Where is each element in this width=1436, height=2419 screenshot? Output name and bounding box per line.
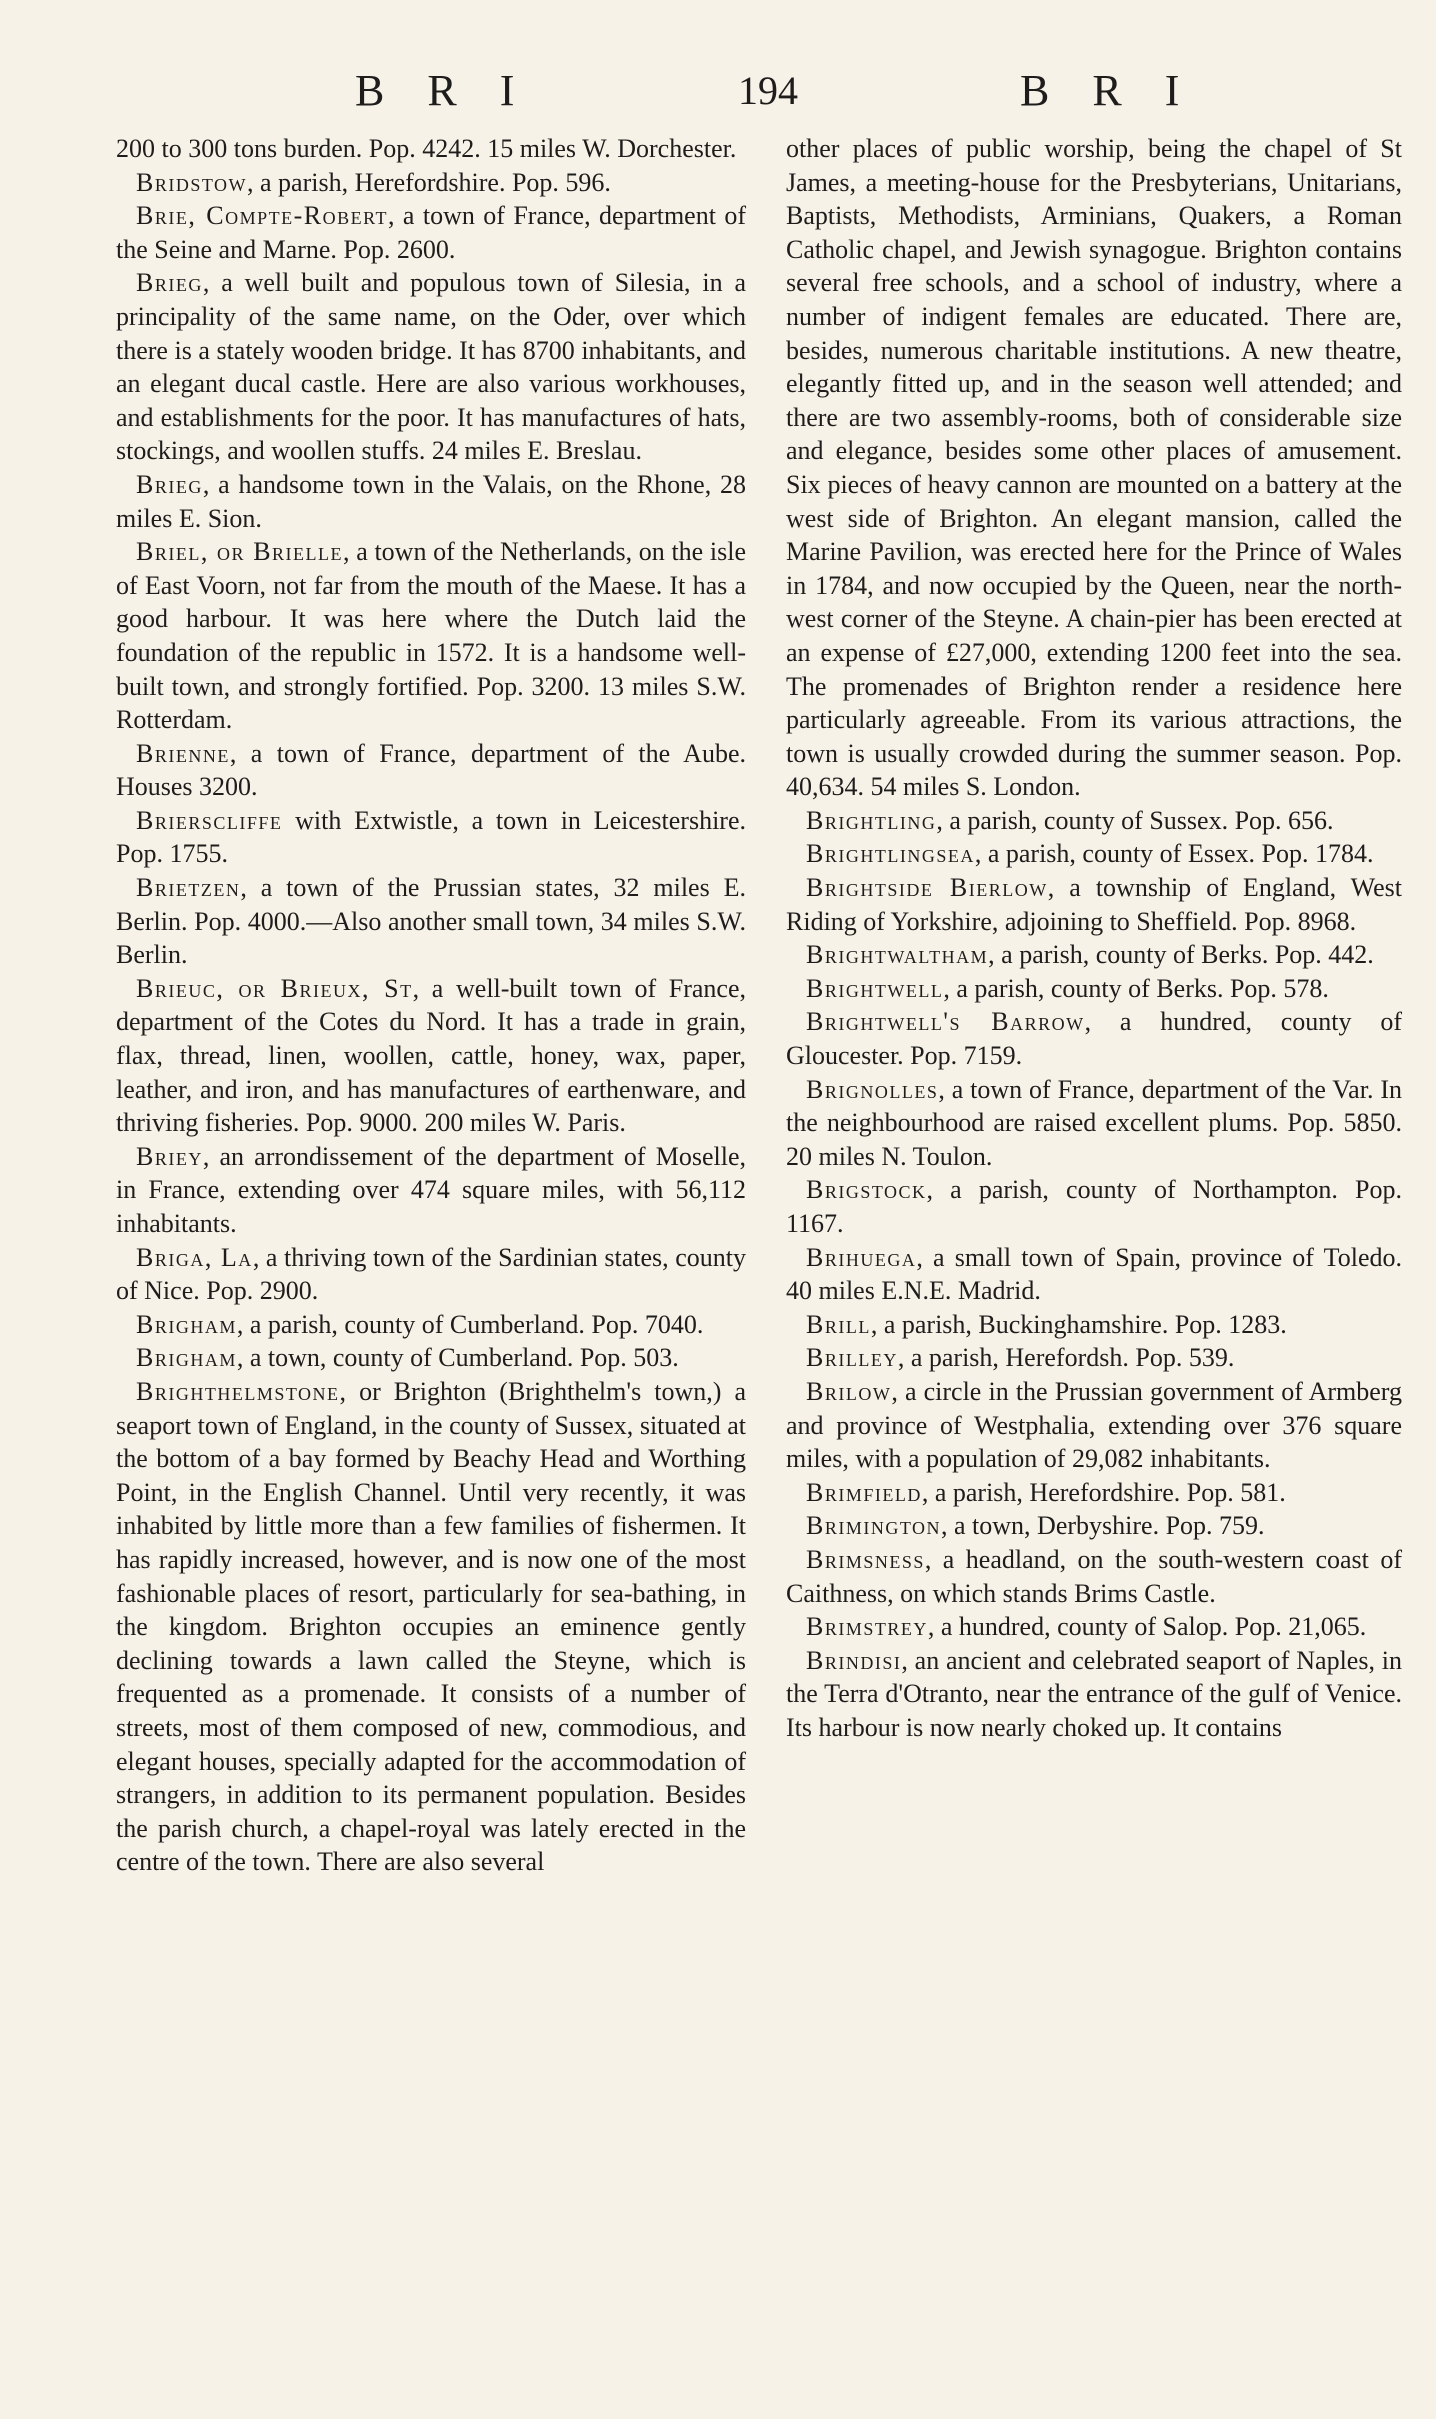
- gazetteer-entry: [116, 1241, 746, 1308]
- entry-text: , a parish, county of Berks. Pop. 578.: [943, 973, 1329, 1003]
- entry-text: , a parish, county of Sussex. Pop. 656.: [936, 805, 1334, 835]
- gazetteer-entry: [116, 1140, 746, 1241]
- entry-text: , an ancient and celebrated seaport of Naples, in the Terra d'Otranto, near the entrance of the gulf of Venice. Its harbour is now nearly choked up. It contains: [786, 1645, 1402, 1742]
- gazetteer-entry: [786, 837, 1402, 871]
- gazetteer-entry: [786, 871, 1402, 938]
- entry-headword: Brimfield: [806, 1477, 922, 1507]
- entry-headword: Brigham: [136, 1309, 237, 1339]
- gazetteer-entry: [786, 1375, 1402, 1476]
- entry-headword: Brightwaltham: [806, 940, 989, 970]
- gazetteer-entry: [786, 1644, 1402, 1745]
- entry-headword: Brill: [806, 1309, 871, 1339]
- entry-headword: Brieg: [136, 268, 203, 298]
- gazetteer-entry: [116, 166, 746, 200]
- entry-headword: Brilley: [806, 1343, 898, 1373]
- gazetteer-entry: [786, 1341, 1402, 1375]
- running-head-right: B R I: [1020, 66, 1196, 115]
- gazetteer-entry: [116, 804, 746, 871]
- gazetteer-entry: [786, 1005, 1402, 1072]
- entry-text: other places of public worship, being the chapel of St James, a meeting-house for the Presbyterians, Unitarians, Baptists, Methodists, Arminians, Quakers, a Roman Catholic chapel, and Jewish synagogue. Brighton contains several free schools, and a school of industry, where a number of indigent females are educated. There are, besides, numerous charitable institutions. A new theatre, elegantly fitted up, and in the season well attended; and there are two assembly-rooms, both of considerable size and elegance, besides some other places of amusement. Six pieces of heavy cannon are mounted on a battery at the west side of Brighton. An elegant mansion, called the Marine Pavilion, was erected here for the Prince of Wales in 1784, and now occupied by the Queen, near the north-west corner of the Steyne. A chain-pier has been erected at an expense of £27,000, extending 1200 feet into the sea. The promenades of Brighton render a residence here particularly agreeable. From its various attractions, the town is usually crowded during the summer season. Pop. 40,634. 54 miles S. London.: [786, 134, 1402, 802]
- entry-text: , a town, county of Cumberland. Pop. 503.: [236, 1343, 679, 1373]
- entry-headword: Brigham: [136, 1343, 237, 1373]
- gazetteer-entry: [116, 871, 746, 972]
- entry-headword: Brindisi: [806, 1645, 902, 1675]
- running-head-left: B R I: [355, 66, 531, 115]
- entry-text: , or Brighton (Brighthelm's town,) a seaport town of England, in the county of Sussex, situated at the bottom of a bay formed by Beachy Head and Worthing Point, in the English Channel. Until very recently, it was inhabited by little more than a few families of fishermen. It has rapidly increased, however, and is now one of the most fashionable places of resort, particularly for sea-bathing, in the kingdom. Brighton occupies an eminence gently declining towards a lawn called the Steyne, which is frequented as a promenade. It consists of a number of streets, most of them composed of new, commodious, and elegant houses, specially adapted for the accommodation of strangers, in addition to its permanent population. Besides the parish church, a chapel-royal was lately erected in the centre of the town. There are also several: [116, 1376, 746, 1877]
- entry-text: , a parish, Herefordshire. Pop. 596.: [247, 167, 611, 197]
- entry-headword: Briel, or Brielle: [136, 537, 344, 567]
- gazetteer-entry: [786, 1073, 1402, 1174]
- page-number: 194: [738, 68, 798, 113]
- entry-text: , a town of France, department of the Var. In the neighbourhood are raised excellent plums. Pop. 5850. 20 miles N. Toulon.: [786, 1074, 1402, 1171]
- entry-text: , a parish, Herefordshire. Pop. 581.: [921, 1477, 1286, 1507]
- gazetteer-entry: [786, 804, 1402, 838]
- entry-text: , a parish, county of Cumberland. Pop. 7040.: [236, 1309, 704, 1339]
- entry-text: , a parish, Buckinghamshire. Pop. 1283.: [870, 1309, 1287, 1339]
- entry-text: , a township of England, West Riding of Yorkshire, adjoining to Sheffield. Pop. 8968.: [786, 873, 1402, 936]
- gazetteer-entry: [116, 972, 746, 1140]
- gazetteer-entry: [786, 972, 1402, 1006]
- gazetteer-entry: [116, 535, 746, 737]
- entry-headword: Brihuega: [806, 1242, 917, 1272]
- entry-headword: Bridstow: [136, 167, 248, 197]
- entry-text: , a thriving town of the Sardinian states, county of Nice. Pop. 2900.: [116, 1242, 746, 1306]
- gazetteer-entry: [116, 737, 746, 804]
- gazetteer-entry: [786, 1476, 1402, 1510]
- gazetteer-entry: [786, 1509, 1402, 1543]
- running-head: [0, 66, 1436, 116]
- entry-text: with Extwistle, a town in Leicestershire. Pop. 1755.: [116, 805, 746, 869]
- entry-text: , a parish, county of Berks. Pop. 442.: [988, 940, 1374, 970]
- entry-text: , an arrondissement of the department of Moselle, in France, extending over 474 square miles, with 56,112 inhabitants.: [116, 1141, 746, 1238]
- gazetteer-entry: [786, 938, 1402, 972]
- entry-headword: Brie, Compte-Robert: [136, 201, 389, 231]
- entry-text: , a town of France, department of the Aube. Houses 3200.: [116, 738, 746, 802]
- entry-headword: Brilow: [806, 1376, 892, 1406]
- entry-headword: Brierscliffe: [136, 805, 283, 835]
- entry-text: , a town, Derbyshire. Pop. 759.: [941, 1511, 1265, 1541]
- gazetteer-entry: [786, 1173, 1402, 1240]
- entry-headword: Briga, La: [136, 1242, 253, 1272]
- gazetteer-entry: [786, 1610, 1402, 1644]
- entry-text: , a well-built town of France, department of the Cotes du Nord. It has a trade in grain, flax, thread, linen, woollen, cattle, honey, wax, paper, leather, and iron, and has manufactures of earthenware, and thriving fisheries. Pop. 9000. 200 miles W. Paris.: [116, 973, 746, 1138]
- entry-headword: Brietzen: [136, 873, 241, 903]
- entry-headword: Brignolles: [806, 1074, 939, 1104]
- entry-text: , a hundred, county of Gloucester. Pop. 7159.: [786, 1007, 1402, 1071]
- entry-text: , a well built and populous town of Silesia, in a principality of the same name, on the Oder, over which there is a stately wooden bridge. It has 8700 inhabitants, and an elegant ducal castle. Here are also various workhouses, and establishments for the poor. It has manufactures of hats, stockings, and woollen stuffs. 24 miles E. Breslau.: [116, 268, 746, 466]
- entry-text: , a town of France, department of the Seine and Marne. Pop. 2600.: [116, 201, 746, 264]
- entry-text: , a handsome town in the Valais, on the Rhone, 28 miles E. Sion.: [116, 469, 746, 533]
- entry-headword: Brigstock: [806, 1175, 927, 1205]
- entry-text: , a town of the Prussian states, 32 miles E. Berlin. Pop. 4000.—Also another small town, 34 miles S.W. Berlin.: [116, 873, 746, 970]
- gazetteer-entry: [116, 199, 746, 266]
- gazetteer-entry: [786, 132, 1402, 804]
- entry-text: , a town of the Netherlands, on the isle of East Voorn, not far from the mouth of the Maese. It has a good harbour. It was here where the Dutch laid the foundation of the republic in 1572. It is a handsome well-built town, and strongly fortified. Pop. 3200. 13 miles S.W. Rotterdam.: [116, 537, 746, 735]
- entry-headword: Brightwell's Barrow: [806, 1007, 1085, 1037]
- entry-headword: Brimington: [806, 1511, 942, 1541]
- right-column: [786, 132, 1402, 1745]
- entry-headword: Brieg: [136, 469, 203, 499]
- gazetteer-entry: [786, 1543, 1402, 1610]
- entry-headword: Brightlingsea: [806, 839, 975, 869]
- entry-headword: Brightside Bierlow: [806, 873, 1048, 903]
- entry-headword: Briey: [136, 1141, 203, 1171]
- left-column: [116, 132, 746, 1879]
- gazetteer-entry: [116, 1308, 746, 1342]
- entry-text: , a parish, county of Essex. Pop. 1784.: [974, 839, 1374, 869]
- entry-text: , a headland, on the south-western coast of Caithness, on which stands Brims Castle.: [786, 1544, 1402, 1608]
- entry-headword: Brimsness: [806, 1544, 925, 1574]
- entry-headword: Brightling: [806, 805, 937, 835]
- entry-text: , a parish, county of Northampton. Pop. 1167.: [786, 1175, 1402, 1238]
- gazetteer-entry: [116, 468, 746, 535]
- gazetteer-entry: [786, 1241, 1402, 1308]
- entry-text: , a hundred, county of Salop. Pop. 21,065.: [927, 1612, 1367, 1642]
- gazetteer-entry: [116, 132, 746, 166]
- entry-text: , a circle in the Prussian government of Armberg and province of Westphalia, extending over 376 square miles, with a population of 29,082 inhabitants.: [786, 1376, 1402, 1474]
- entry-text: 200 to 300 tons burden. Pop. 4242. 15 miles W. Dorchester.: [116, 134, 737, 163]
- entry-headword: Brimstrey: [806, 1612, 928, 1642]
- entry-text: , a small town of Spain, province of Toledo. 40 miles E.N.E. Madrid.: [786, 1242, 1402, 1306]
- entry-headword: Brightwell: [806, 973, 944, 1003]
- gazetteer-entry: [116, 1341, 746, 1375]
- entry-text: , a parish, Herefordsh. Pop. 539.: [897, 1343, 1235, 1373]
- gazetteer-entry: [116, 1375, 746, 1879]
- entry-headword: Brienne: [136, 738, 230, 768]
- gazetteer-entry: [116, 266, 746, 468]
- entry-headword: Brieuc, or Brieux, St: [136, 973, 413, 1003]
- gazetteer-entry: [786, 1308, 1402, 1342]
- entry-headword: Brighthelmstone: [136, 1376, 340, 1406]
